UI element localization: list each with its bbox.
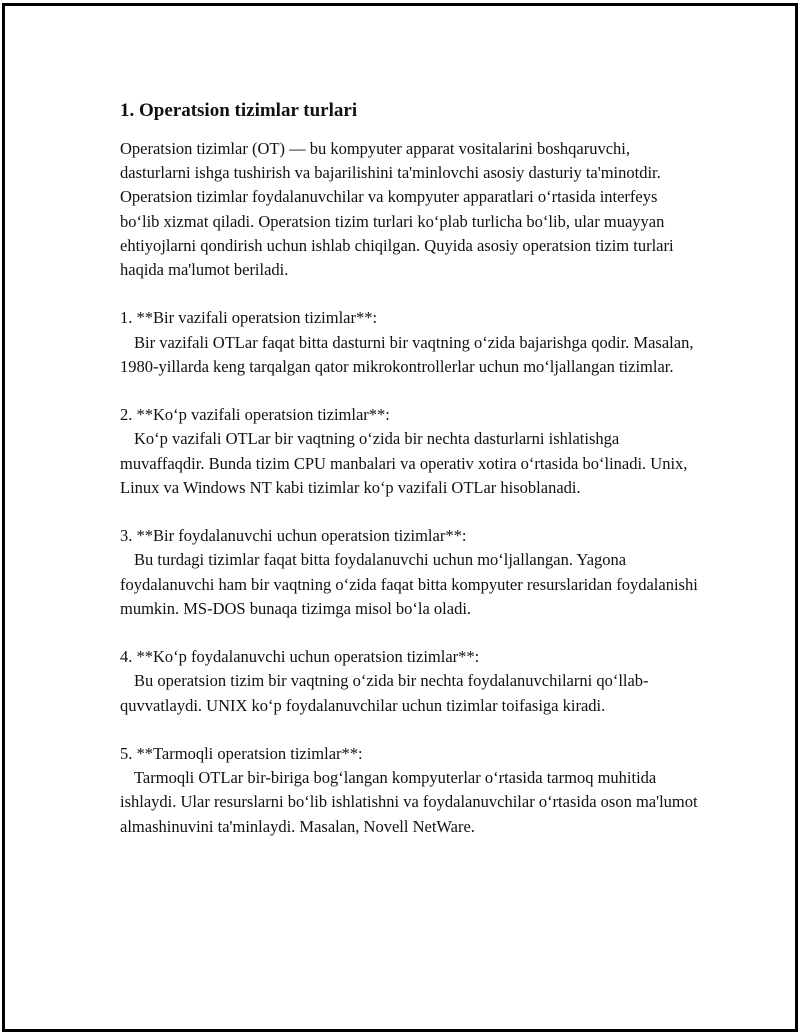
- list-item-title: 5. **Tarmoqli operatsion tizimlar**:: [120, 744, 363, 763]
- list-item-body: Bu turdagi tizimlar faqat bitta foydalanuvchi uchun moʻljallangan. Yagona foydalanuvchi ham bir vaqtning oʻzida faqat bitta kompyuter resurslaridan foydalanishi mumkin. MS-DOS bunaqa tizimga misol boʻla oladi.: [120, 550, 702, 618]
- list-item-body: Bir vazifali OTLar faqat bitta dasturni bir vaqtning oʻzida bajarishga qodir. Masalan, 1980-yillarda keng tarqalgan qator mikrokontrollerlar uchun moʻljallangan tizimlar.: [120, 332, 698, 376]
- list-item: [120, 306, 700, 379]
- intro-paragraph: Operatsion tizimlar (OT) — bu kompyuter apparat vositalarini boshqaruvchi, dasturlarni ishga tushirish va bajarilishini ta'minlovchi asosiy dasturiy ta'minotdir. Operatsion tizimlar foydalanuvchilar va kompyuter apparatlari oʻrtasida interfeys boʻlib xizmat qiladi. Operatsion tizim turlari koʻplab turlicha boʻlib, ular muayyan ehtiyojlarni qondirish uchun ishlab chiqilgan. Quyida asosiy operatsion tizim turlari haqida ma'lumot beriladi.: [120, 139, 678, 280]
- list-item: [120, 403, 700, 500]
- list-item: [120, 524, 700, 621]
- list-item-title: 2. **Koʻp vazifali operatsion tizimlar**:: [120, 405, 390, 425]
- list-item: [120, 742, 700, 839]
- list-item-body: Koʻp vazifali OTLar bir vaqtning oʻzida bir nechta dasturlarni ishlatishga muvaffaqdir. Bunda tizim CPU manbalari va operativ xotira oʻrtasida boʻlinadi. Unix, Linux va Windows NT kabi tizimlar koʻp vazifali OTLar hisoblanadi.: [120, 429, 692, 497]
- list-item: [120, 645, 700, 718]
- list-item-title: 4. **Koʻp foydalanuvchi uchun operatsion tizimlar**:: [120, 647, 480, 667]
- document-content: [120, 99, 700, 863]
- list-item-title: 3. **Bir foydalanuvchi uchun operatsion tizimlar**:: [120, 526, 467, 546]
- list-item-body: Bu operatsion tizim bir vaqtning oʻzida bir nechta foydalanuvchilarni qoʻllab-quvvatlaydi. UNIX koʻp foydalanuvchilar uchun tizimlar toifasiga kiradi.: [120, 671, 649, 715]
- list-item-title: 1. **Bir vazifali operatsion tizimlar**:: [120, 308, 378, 328]
- section-heading: 1. Operatsion tizimlar turlari: [120, 100, 358, 121]
- list-item-body: Tarmoqli OTLar bir-biriga bogʻlangan kompyuterlar oʻrtasida tarmoq muhitida ishlaydi. Ular resurslarni boʻlib ishlatishni va foydalanuvchilar oʻrtasida oson ma'lumot almashinuvini ta'minlaydi. Masalan, Novell NetWare.: [120, 768, 702, 836]
- page-frame: [2, 3, 798, 1032]
